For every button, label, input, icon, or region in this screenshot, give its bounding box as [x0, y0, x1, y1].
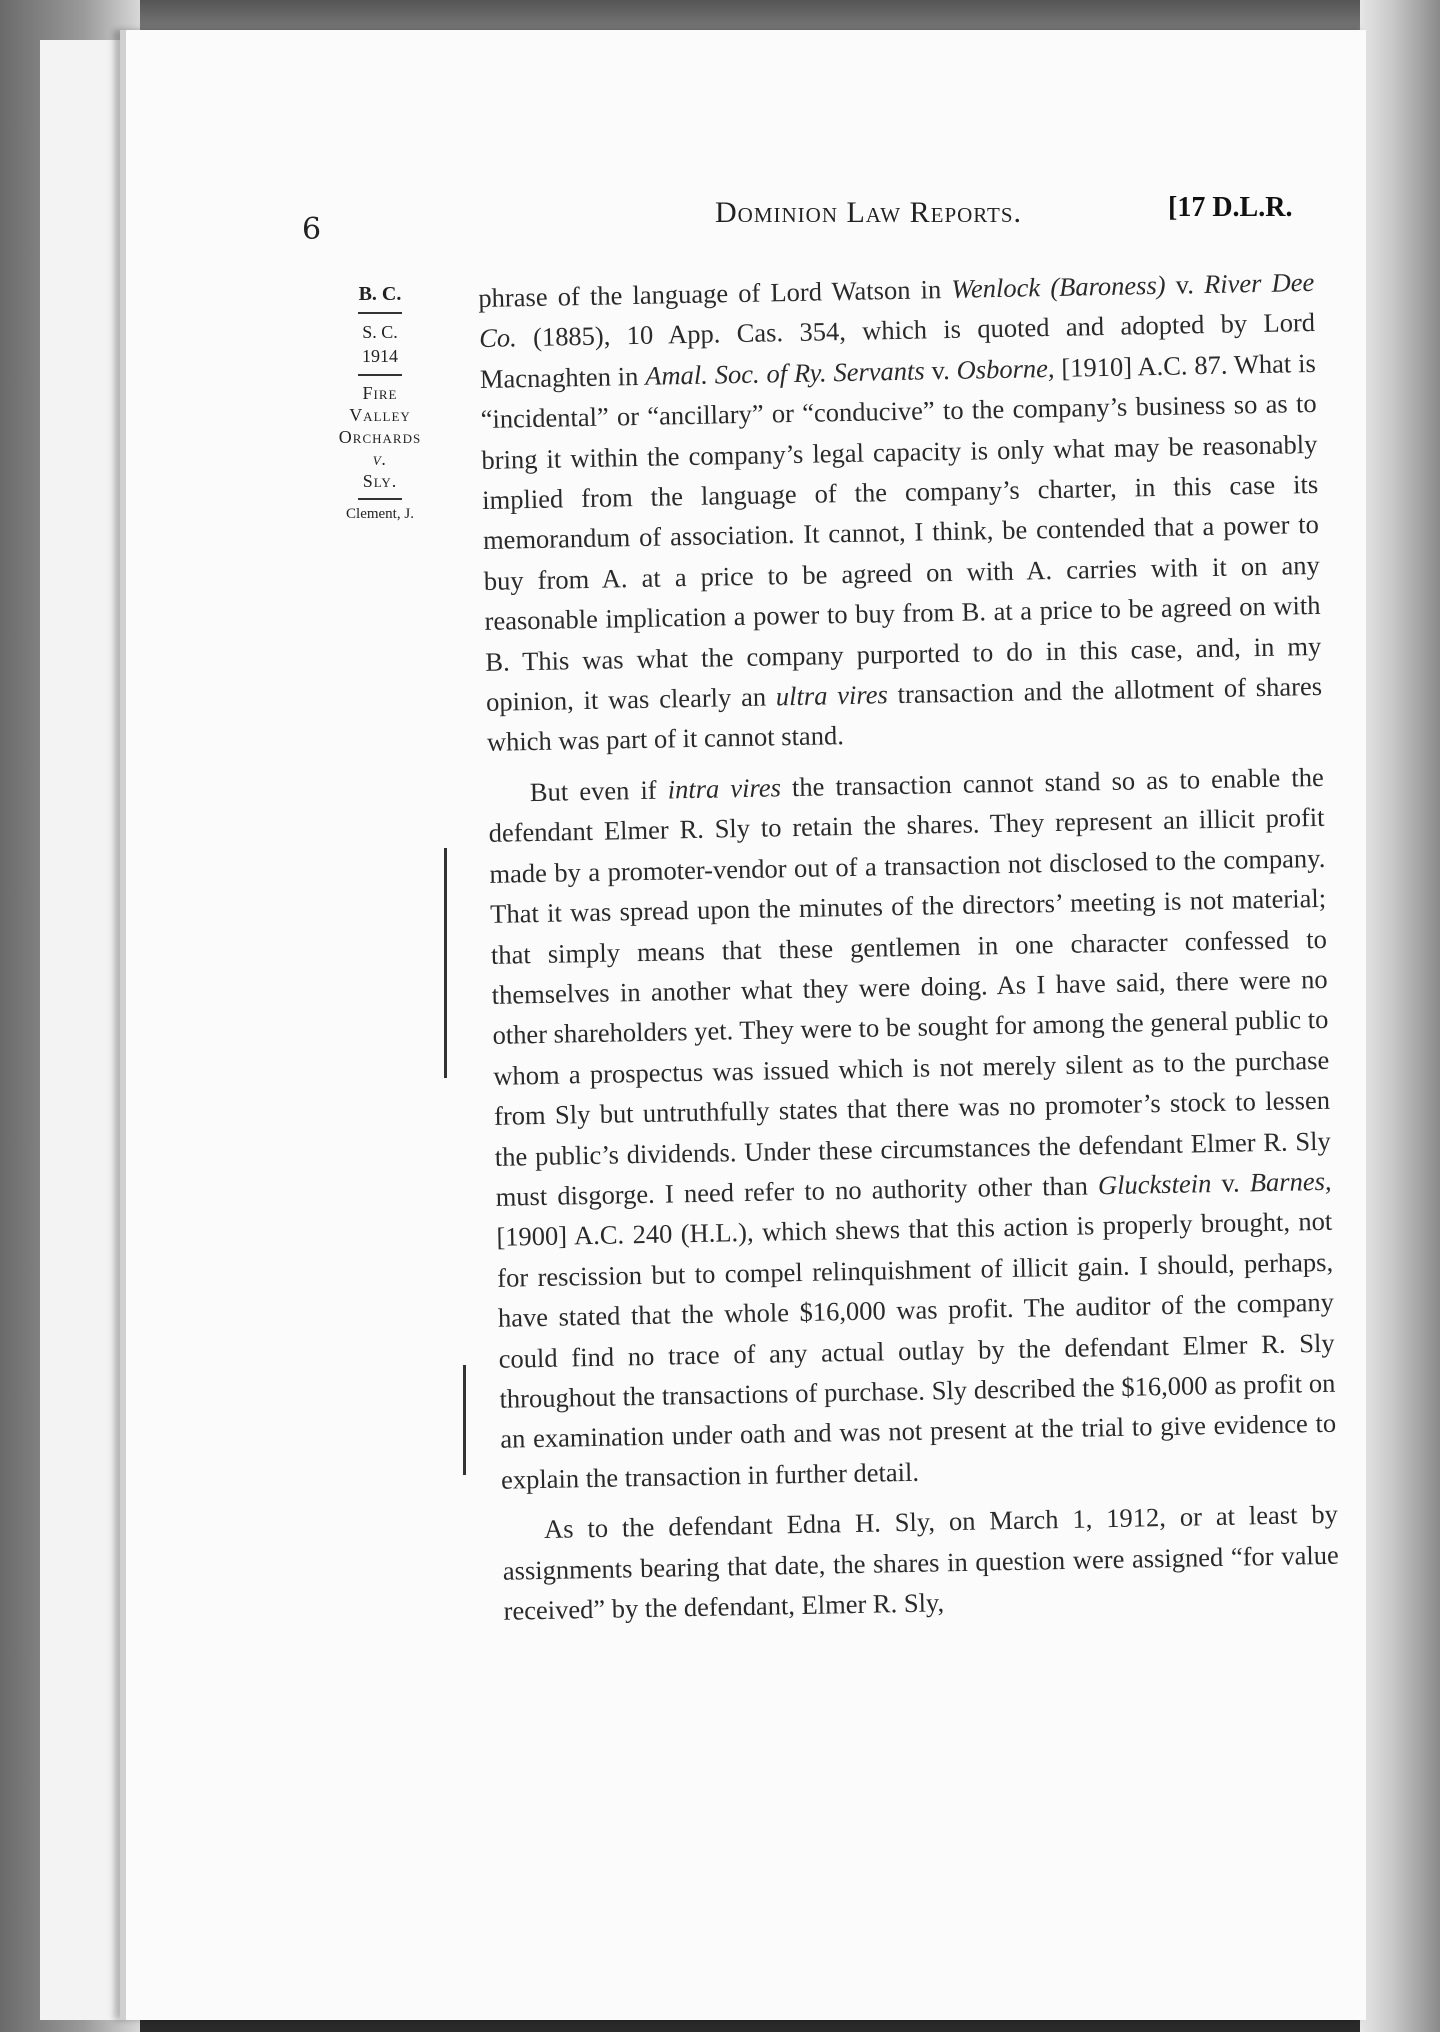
paragraph — [478, 262, 1323, 763]
text-run: the transaction cannot stand so as to enable the defendant Elmer R. Sly to retain the shares. They represent an illicit profit made by a promoter-vendor out of a transaction not disclosed to the company. That it was spread upon the minutes of the directors’ meeting is not material; that simply means that these gentlemen in one character confessed to themselves in another what they were doing. As I have said, there were no other shareholders yet. They were to be sought for among the general public to whom a prospectus was issued which is not merely silent as to the purchase from Sly but untruthfully states that there was no promoter’s stock to lessen the public’s dividends. Under these circumstances the defendant Elmer R. Sly must disgorge. I need refer to no authority other than — [488, 761, 1331, 1212]
paragraph — [502, 1494, 1340, 1631]
italic-text: Barnes, — [1249, 1165, 1332, 1198]
volume-reference: [17 D.L.R. — [1168, 192, 1293, 223]
text-run: (1885), 10 App. Cas. 354, which is quoted and adopted by Lord Macnaghten in — [479, 307, 1316, 394]
text-run: v. — [1165, 269, 1205, 300]
italic-text: intra vires — [667, 772, 782, 805]
italic-text: ultra vires — [775, 679, 889, 712]
case-title-line: Valley — [349, 405, 411, 425]
paragraph — [488, 757, 1338, 1500]
text-run: [1910] A.C. 87. What is “incidental” or “ancillary” or “conducive” to the company’s business so as to bring it within the company’s legal capacity is only what may be reasonably implied from the language of the company’s charter, in this case its memorandum of association. It cannot, I think, be contended that a power to buy from A. at a price to be agreed on with A. carries with it on any reasonable implication a power to buy from B. at a price to be agreed on with B. This was what the company purported to do in this case, and, in my opinion, it was clearly an — [480, 347, 1322, 717]
case-title-line: Orchards — [338, 427, 422, 447]
margin-divider — [358, 312, 402, 314]
italic-text: Amal. Soc. of Ry. Servants — [644, 355, 925, 391]
italic-text: River Dee Co. — [478, 266, 1315, 354]
margin-divider — [358, 374, 402, 376]
case-year: 1914 — [362, 346, 398, 366]
case-title-line: Sly. — [362, 471, 398, 491]
italic-text: Gluckstein — [1097, 1168, 1212, 1201]
case-title-line: Fire — [362, 383, 398, 403]
running-head: Dominion Law Reports. — [715, 196, 1023, 229]
page-number: 6 — [302, 212, 322, 247]
court-label: B. C. — [358, 283, 402, 305]
text-run: phrase of the language of Lord Watson in — [478, 273, 952, 313]
margin-divider — [358, 498, 402, 500]
text-run: transaction and the allotment of shares which was part of it cannot stand. — [486, 670, 1323, 758]
body-text — [478, 262, 1340, 1631]
case-title-versus: v. — [372, 449, 388, 469]
italic-text: Osborne, — [956, 352, 1055, 385]
marginal-bar — [463, 1365, 466, 1475]
text-run: But even if — [529, 774, 668, 807]
text-run: v. — [1211, 1167, 1251, 1199]
text-run: As to the defendant Edna H. Sly, on March 1, 1912, or at least by assignments bearing that date, the shares in question were assigned “for value received” by the defendant, Elmer R. Sly, — [502, 1498, 1339, 1626]
text-run: [1900] A.C. 240 (H.L.), which shews that this action is properly brought, not for rescission but to compel relinquishment of illicit gain. I should, perhaps, have stated that the whole $16,000 was profit. The auditor of the company could find no trace of any actual outlay by the defendant Elmer R. Sly throughout the transactions of purchase. Sly described the $16,000 as profit on an examination under oath and was not present at the trial to give evidence to explain the transaction in further detail. — [496, 1206, 1337, 1495]
italic-text: Wenlock (Baroness) — [951, 269, 1166, 304]
judge-name: Clement, J. — [346, 506, 414, 522]
court-level: S. C. — [362, 322, 398, 342]
scan-background-right — [1360, 0, 1440, 2032]
marginal-bar — [444, 848, 447, 1078]
text-run: v. — [924, 354, 957, 386]
margin-note — [318, 283, 442, 523]
